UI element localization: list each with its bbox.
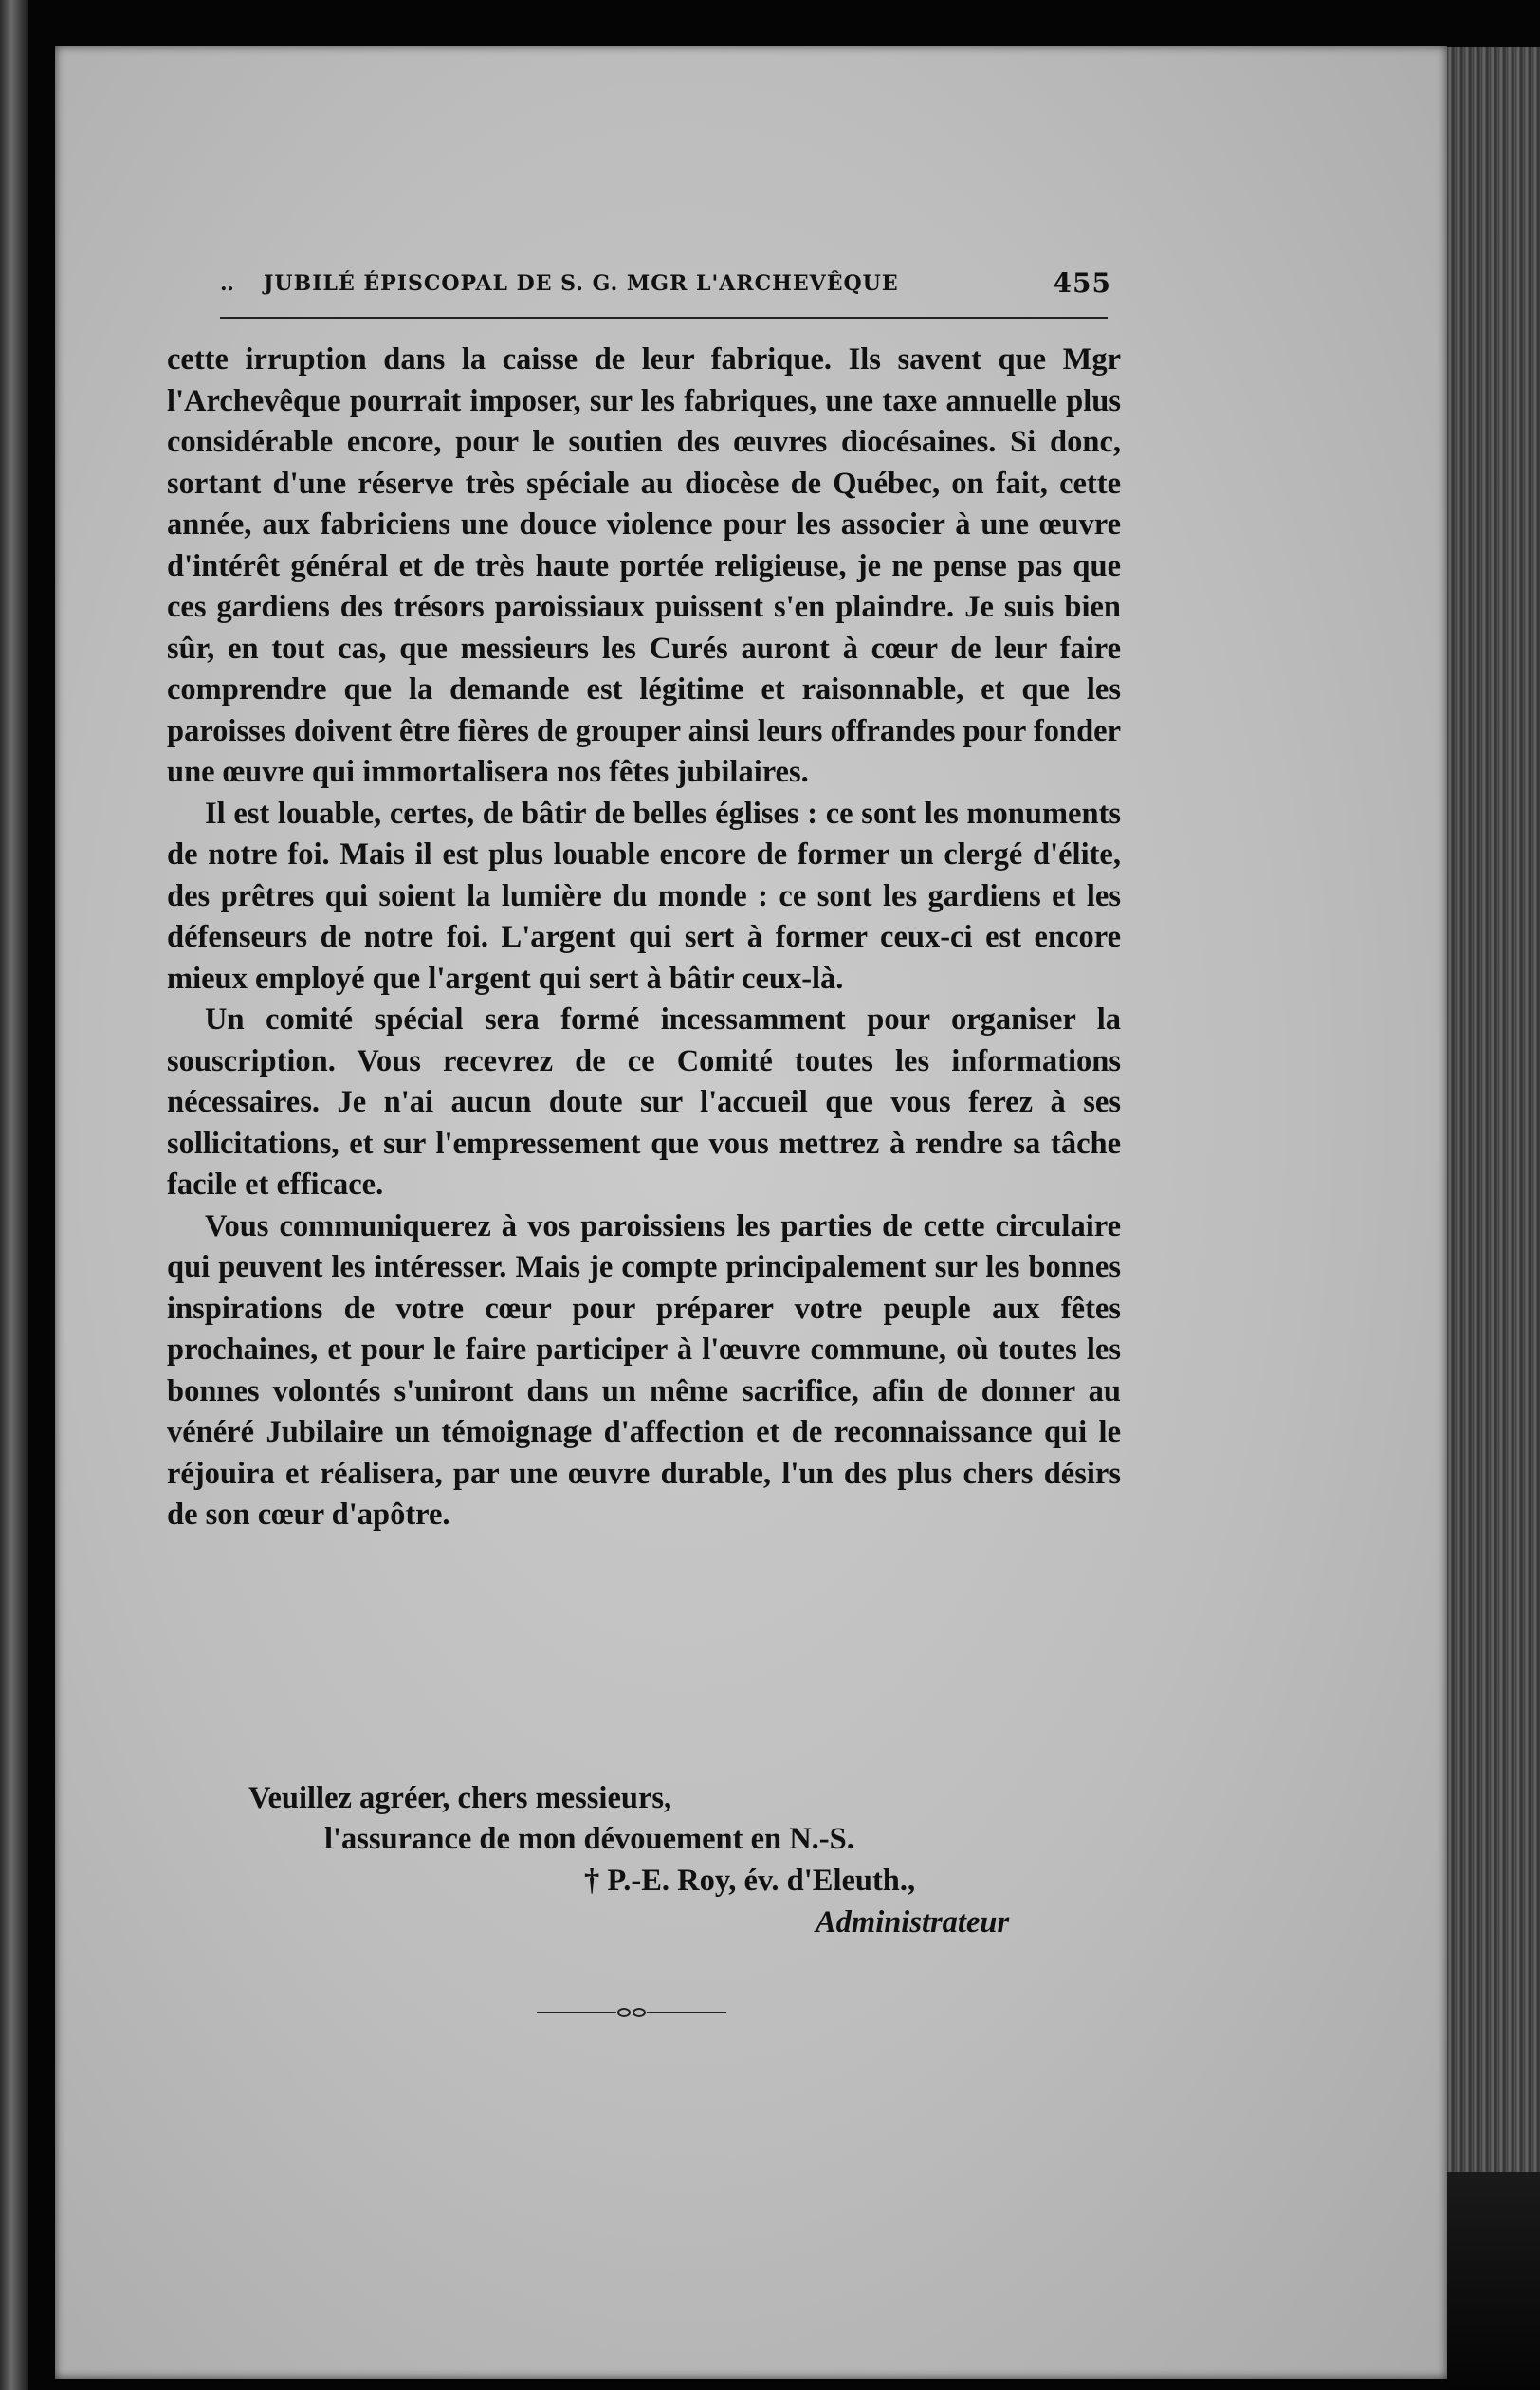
page-number: 455 bbox=[1053, 267, 1111, 299]
closing-assurance: l'assurance de mon dévouement en N.-S. bbox=[324, 1822, 854, 1856]
signature-role: Administrateur bbox=[816, 1905, 1010, 1940]
page-stack-edge bbox=[1447, 47, 1540, 2172]
paragraph-3: Un comité spécial sera formé incessamment pour organiser la souscription. Vous recevrez de ce Comité toutes les informations nécessaires. Je n'ai aucun doute sur l'accueil que vous ferez à ses sollicitations, et sur l'empressement que vous mettrez à rendre sa tâche facile et efficace. bbox=[167, 1002, 1121, 1202]
page-stack-shadow bbox=[1447, 2172, 1540, 2390]
end-ornament bbox=[537, 2003, 726, 2022]
paragraph-2: Il est louable, certes, de bâtir de belles églises : ce sont les monuments de notre foi. Mais il est plus louable encore de former un clergé d'élite, des prêtres qui soient la lumière du monde : ce sont les gardiens et les défenseurs de notre foi. L'argent qui sert à former ceux-ci est encore mieux employé que l'argent qui sert à bâtir ceux-là. bbox=[167, 796, 1121, 996]
header-marks: ‥ bbox=[220, 271, 235, 296]
left-binding-strip bbox=[0, 0, 28, 2390]
body-text bbox=[167, 340, 1121, 1536]
paragraph-4: Vous communiquerez à vos paroissiens les parties de cette circulaire qui peuvent les intéresser. Mais je compte principalement sur les bonnes inspirations de votre cœur pour préparer votre peuple aux fêtes prochaines, et pour le faire participer à l'œuvre commune, où toutes les bonnes volontés s'uniront dans un même sacrifice, afin de donner au vénéré Jubilaire un témoignage d'affection et de reconnaissance qui le réjouira et réalisera, par une œuvre durable, l'un des plus chers désirs de son cœur d'apôtre. bbox=[167, 1208, 1121, 1532]
running-title: JUBILÉ ÉPISCOPAL DE S. G. MGR L'ARCHEVÊQUE bbox=[264, 271, 899, 296]
paragraph-1: cette irruption dans la caisse de leur fabrique. Ils savent que Mgr l'Archevêque pourrait imposer, sur les fabriques, une taxe annuelle plus considérable encore, pour le soutien des œuvres diocésaines. Si donc, sortant d'une réserve très spéciale au diocèse de Québec, on fait, cette année, aux fabriciens une douce violence pour les associer à une œuvre d'intérêt général et de très haute portée religieuse, je ne pense pas que ces gardiens des trésors paroissiaux puissent s'en plaindre. Je suis bien sûr, en tout cas, que messieurs les Curés auront à cœur de leur faire comprendre que la demande est légitime et raisonnable, et que les paroisses doivent être fières de grouper ainsi leurs offrandes pour fonder une œuvre qui immortalisera nos fêtes jubilaires. bbox=[167, 342, 1121, 789]
header-rule bbox=[220, 317, 1108, 319]
running-header bbox=[220, 267, 1111, 305]
closing-salutation: Veuillez agréer, chers messieurs, bbox=[248, 1781, 672, 1815]
signature: † P.-E. Roy, év. d'Eleuth., bbox=[584, 1864, 916, 1898]
